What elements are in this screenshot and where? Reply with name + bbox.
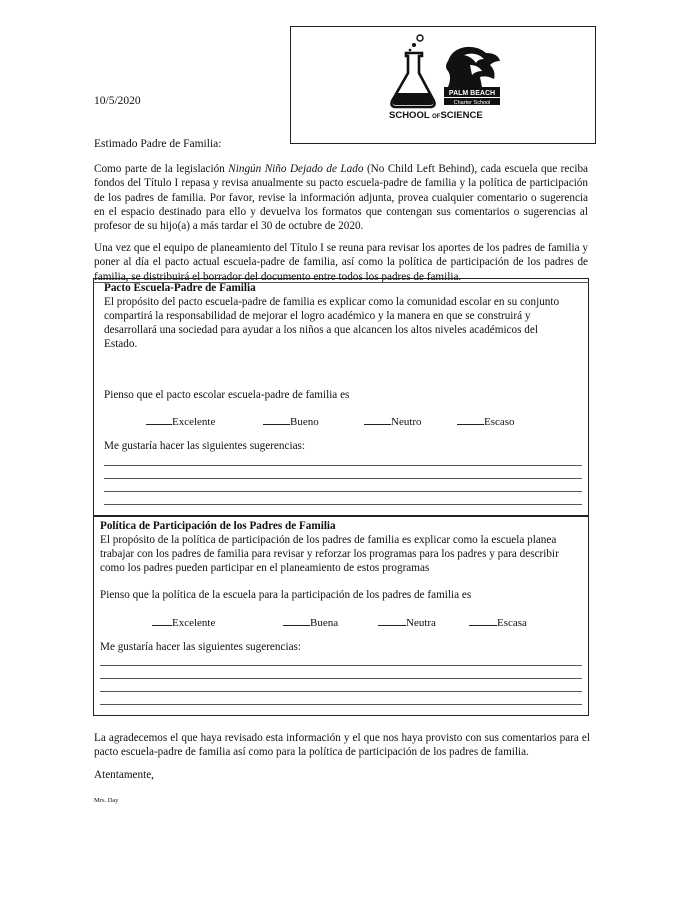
compact-suggestion-line[interactable] (104, 504, 582, 505)
policy-option-neutral[interactable]: Neutra (378, 614, 436, 629)
compact-suggestion-line[interactable] (104, 491, 582, 492)
intro-paragraph: Como parte de la legislación Ningún Niño Dejado de Lado (No Child Left Behind), cada escuela que reciba fondos del Título I repasa y revisa anualmente su pacto escuela-padre de familia y la política de participación de los padres de familia. Por favor, revise la información adjunta, provea cualquier comentario o sugerencia en el espacio destinado para ello y devuelva los formatos que contengan sus comentarios o sugerencias al profesor de su hijo(a) a más tardar el 30 de octubre de 2020. (94, 163, 589, 233)
policy-body-line: trabajar con los padres de familia para revisar y reforzar los programas para los padres y para describir (100, 548, 559, 560)
bubble-icon (417, 35, 423, 41)
policy-suggestion-line[interactable] (100, 704, 582, 705)
compact-option-neutral[interactable]: Neutro (364, 413, 422, 428)
greeting: Estimado Padre de Familia: (94, 138, 222, 150)
policy-body-line: El propósito de la política de participación de los padres de familia es explicar como la escuela planea (100, 534, 557, 546)
thanks-paragraph: La agradecemos el que haya revisado esta información y el que nos haya provisto con sus comentarios para el pacto escuela-padre de familia así como para la política de participación de los padres de familia. (94, 732, 590, 759)
logo-of: OF (432, 114, 441, 120)
policy-option-excellent[interactable]: Excelente (152, 614, 215, 629)
policy-body-line: como los padres pueden participar en el planeamiento de estos programas (100, 562, 430, 574)
compact-option-poor[interactable]: Escaso (457, 413, 515, 428)
compact-option-excellent[interactable]: Excelente (146, 413, 215, 428)
compact-option-good[interactable]: Bueno (263, 413, 319, 428)
letter-date: 10/5/2020 (94, 95, 141, 107)
compact-suggestions-label: Me gustaría hacer las siguientes sugerencias: (104, 440, 305, 452)
planning-paragraph: Una vez que el equipo de planeamiento del Título I se reuna para revisar los aportes de los padres de familia y poner al día el pacto actual escuela-padre de familia, así como la política de participación de los padres de familia, se distribuirá el borrador del documento entre todos los padres de familia. (94, 242, 588, 283)
compact-body-line: compartirá la responsabilidad de mejorar el logro académico y la manera en que se construirá y (104, 310, 531, 322)
compact-suggestion-line[interactable] (104, 478, 582, 479)
policy-suggestion-line[interactable] (100, 665, 582, 666)
signature: Mrs. Day (94, 797, 119, 804)
closing: Atentamente, (94, 769, 154, 781)
compact-body-line: Estado. (104, 338, 138, 350)
logo-wordmark (389, 110, 483, 121)
logo-box (290, 26, 596, 144)
compact-title: Pacto Escuela-Padre de Familia (104, 282, 256, 294)
policy-option-good[interactable]: Buena (283, 614, 338, 629)
policy-question: Pienso que la política de la escuela para la participación de los padres de familia es (100, 589, 472, 601)
law-name: Ningún Niño Dejado de Lado (228, 163, 364, 175)
policy-suggestions-label: Me gustaría hacer las siguientes sugerencias: (100, 641, 301, 653)
brand-top-text: PALM BEACH (448, 90, 496, 97)
bubble-icon (409, 49, 412, 52)
compact-body-line: desarrollará una sociedad para ayudar a los niños a que alcancen los altos niveles académicos del (104, 324, 538, 336)
compact-body-line: El propósito del pacto escuela-padre de familia es explicar como la comunidad escolar en su conjunto (104, 296, 560, 308)
bubble-icon (412, 43, 416, 47)
logo-school: SCHOOL (389, 110, 430, 121)
school-logo (386, 31, 506, 121)
policy-title: Política de Participación de los Padres de Familia (100, 520, 336, 532)
compact-suggestion-line[interactable] (104, 465, 582, 466)
policy-suggestion-line[interactable] (100, 678, 582, 679)
brand-bottom-text: Charter School (453, 100, 491, 106)
compact-question: Pienso que el pacto escolar escuela-padre de familia es (104, 389, 350, 401)
policy-suggestion-line[interactable] (100, 691, 582, 692)
logo-science: SCIENCE (440, 110, 483, 121)
policy-option-poor[interactable]: Escasa (469, 614, 527, 629)
